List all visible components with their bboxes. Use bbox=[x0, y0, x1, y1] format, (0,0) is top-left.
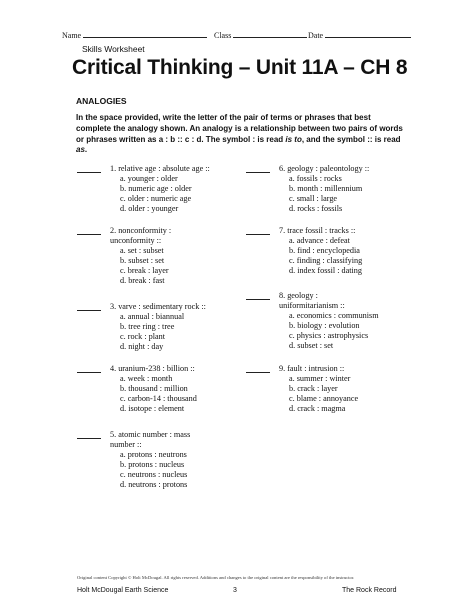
instructions-text-1: In the space provided, write the letter of the pair of terms or phrases that best complete the analogy shown. An analogy is a relationship between two pairs of words or phrases written as a : b :: c : d. The symbol : is read bbox=[76, 113, 403, 144]
stem-line: 4. uranium-238 : billion :: bbox=[110, 364, 195, 373]
worksheet-type: Skills Worksheet bbox=[82, 44, 145, 54]
answer-option: a. set : subset bbox=[120, 246, 164, 255]
answer-blank[interactable] bbox=[246, 234, 270, 235]
answer-option: d. neutrons : protons bbox=[120, 480, 188, 489]
answer-option: a. younger : older bbox=[120, 174, 178, 183]
class-label: Class bbox=[214, 31, 232, 40]
stem-line: unconformity :: bbox=[110, 236, 162, 245]
answer-option: b. find : encyclopedia bbox=[289, 246, 360, 255]
answer-option: c. rock : plant bbox=[120, 332, 166, 341]
question-stem bbox=[110, 364, 195, 374]
answer-options bbox=[289, 311, 379, 351]
answer-option: b. thousand : million bbox=[120, 384, 188, 393]
answer-blank[interactable] bbox=[77, 310, 101, 311]
footer-book-title: Holt McDougal Earth Science bbox=[77, 587, 169, 594]
stem-line: 8. geology : bbox=[279, 291, 318, 300]
question-stem bbox=[110, 226, 171, 246]
answer-blank[interactable] bbox=[246, 299, 270, 300]
question-stem bbox=[279, 164, 369, 174]
page-title: Critical Thinking – Unit 11A – CH 8 bbox=[72, 56, 408, 79]
answer-option: d. night : day bbox=[120, 342, 164, 351]
answer-blank[interactable] bbox=[246, 372, 270, 373]
answer-options bbox=[289, 174, 362, 214]
question-stem bbox=[279, 291, 345, 311]
name-field[interactable] bbox=[62, 30, 207, 41]
answer-options bbox=[120, 174, 192, 214]
answer-option: c. break : layer bbox=[120, 266, 169, 275]
answer-option: d. rocks : fossils bbox=[289, 204, 343, 213]
answer-option: d. isotope : element bbox=[120, 404, 185, 413]
answer-options bbox=[120, 246, 169, 286]
date-label: Date bbox=[308, 31, 324, 40]
class-blank[interactable] bbox=[233, 30, 307, 38]
date-blank[interactable] bbox=[325, 30, 411, 38]
answer-option: a. week : month bbox=[120, 374, 173, 383]
stem-line: 5. atomic number : mass bbox=[110, 430, 191, 439]
question-stem bbox=[110, 302, 206, 312]
stem-line: uniformitarianism :: bbox=[279, 301, 345, 310]
answer-option: b. month : millennium bbox=[289, 184, 363, 193]
answer-options bbox=[120, 450, 187, 490]
answer-option: b. biology : evolution bbox=[289, 321, 360, 330]
answer-option: c. physics : astrophysics bbox=[289, 331, 369, 340]
answer-option: b. subset : set bbox=[120, 256, 165, 265]
answer-options bbox=[289, 236, 362, 276]
instructions bbox=[76, 113, 408, 156]
class-field[interactable] bbox=[214, 30, 307, 41]
answer-blank[interactable] bbox=[77, 438, 101, 439]
answer-option: b. tree ring : tree bbox=[120, 322, 175, 331]
answer-option: d. break : fast bbox=[120, 276, 165, 285]
stem-line: 1. relative age : absolute age :: bbox=[110, 164, 210, 173]
instructions-text-2: , and the symbol :: is read bbox=[301, 134, 401, 144]
stem-line: number :: bbox=[110, 440, 142, 449]
stem-line: 2. nonconformity : bbox=[110, 226, 172, 235]
answer-option: d. subset : set bbox=[289, 341, 334, 350]
answer-blank[interactable] bbox=[246, 172, 270, 173]
answer-option: b. protons : nucleus bbox=[120, 460, 185, 469]
answer-option: c. neutrons : nucleus bbox=[120, 470, 188, 479]
answer-option: a. annual : biannual bbox=[120, 312, 185, 321]
answer-option: c. older : numeric age bbox=[120, 194, 192, 203]
answer-option: a. summer : winter bbox=[289, 374, 351, 383]
name-label: Name bbox=[62, 31, 82, 40]
footer-chapter-title: The Rock Record bbox=[342, 587, 397, 594]
question-stem bbox=[110, 164, 210, 174]
question-stem bbox=[110, 430, 190, 450]
stem-line: 3. varve : sedimentary rock :: bbox=[110, 302, 206, 311]
answer-option: d. older : younger bbox=[120, 204, 179, 213]
answer-option: a. protons : neutrons bbox=[120, 450, 187, 459]
instructions-as: as bbox=[76, 145, 85, 155]
answer-option: a. advance : defeat bbox=[289, 236, 350, 245]
name-blank[interactable] bbox=[83, 30, 207, 38]
answer-option: c. blame : annoyance bbox=[289, 394, 359, 403]
instructions-text-3: . bbox=[84, 145, 88, 155]
stem-line: 9. fault : intrusion :: bbox=[279, 364, 345, 373]
copyright-notice: Original content Copyright © Holt McDougal. All rights reserved. Additions and changes to the original content are the responsibility of the instructor. bbox=[77, 575, 355, 580]
answer-option: b. crack : layer bbox=[289, 384, 338, 393]
answer-option: a. fossils : rocks bbox=[289, 174, 342, 183]
answer-blank[interactable] bbox=[77, 372, 101, 373]
answer-options bbox=[120, 374, 197, 414]
stem-line: 7. trace fossil : tracks :: bbox=[279, 226, 356, 235]
answer-option: b. numeric age : older bbox=[120, 184, 192, 193]
answer-option: c. finding : classifying bbox=[289, 256, 363, 265]
footer-page-number: 3 bbox=[233, 587, 237, 594]
answer-option: c. small : large bbox=[289, 194, 338, 203]
answer-option: d. crack : magma bbox=[289, 404, 346, 413]
answer-options bbox=[120, 312, 184, 352]
stem-line: 6. geology : paleontology :: bbox=[279, 164, 370, 173]
answer-option: c. carbon-14 : thousand bbox=[120, 394, 197, 403]
answer-option: a. economics : communism bbox=[289, 311, 379, 320]
date-field[interactable] bbox=[308, 30, 411, 41]
question-stem bbox=[279, 364, 344, 374]
answer-options bbox=[289, 374, 358, 414]
instructions-is-to: is to bbox=[285, 134, 302, 144]
answer-blank[interactable] bbox=[77, 234, 101, 235]
answer-option: d. index fossil : dating bbox=[289, 266, 362, 275]
question-stem bbox=[279, 226, 355, 236]
section-heading: ANALOGIES bbox=[76, 96, 127, 106]
answer-blank[interactable] bbox=[77, 172, 101, 173]
